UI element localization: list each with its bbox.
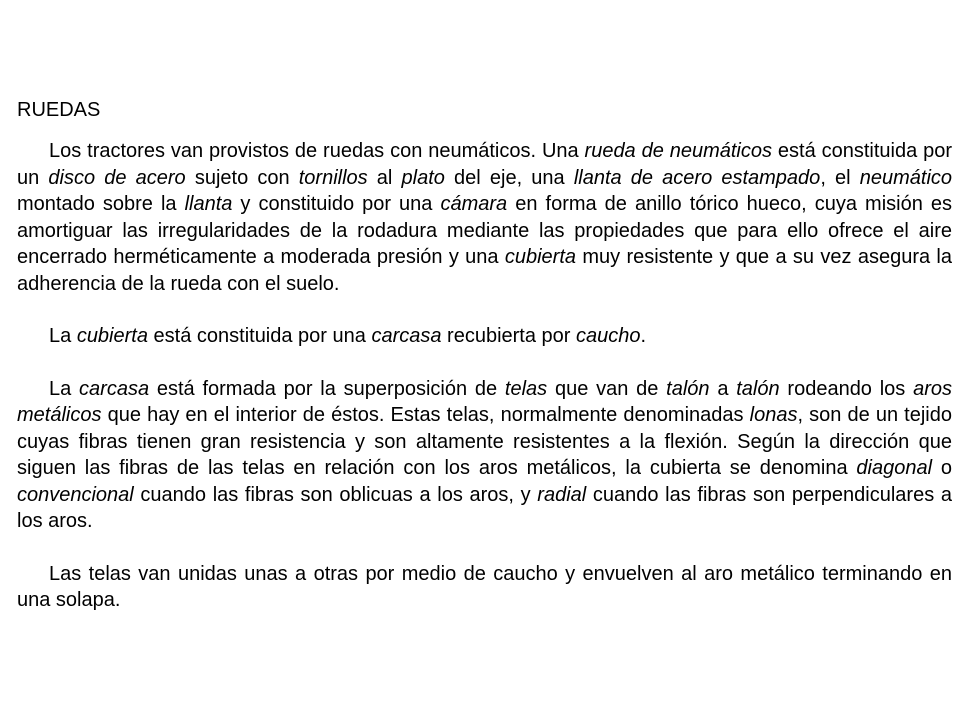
text-run: rodeando los (779, 377, 914, 400)
paragraph (17, 376, 952, 535)
text-run: está constituida por un (17, 140, 953, 189)
text-run: y constituido por una (232, 193, 441, 215)
italic-term: cubierta (504, 246, 577, 268)
italic-term: caucho (576, 325, 641, 347)
paragraph (17, 323, 952, 350)
document-title: RUEDAS (17, 99, 101, 121)
document-body (17, 138, 952, 614)
text-run: recubierta por (441, 325, 576, 347)
text-run: La (49, 325, 77, 347)
italic-term: llanta de acero estampado (573, 166, 821, 189)
italic-term: talón (736, 377, 780, 400)
italic-term: cubierta (76, 325, 148, 347)
italic-term: aros metálicos (17, 377, 952, 426)
italic-term: disco de acero (48, 166, 186, 189)
italic-term: convencional (17, 483, 134, 506)
italic-term: diagonal (856, 457, 933, 479)
text-run: que hay en el interior de éstos. Estas telas, normalmente denominadas (101, 404, 750, 426)
paragraph (17, 138, 952, 297)
italic-term: radial (537, 483, 587, 506)
text-run: La (49, 377, 80, 400)
text-run: que van de (547, 377, 667, 400)
text-run: , son de un tejido cuyas fibras tienen gran resistencia y son altamente resistentes a la flexión. Según la dirección que siguen las fibras de las telas en relación con los aros metálicos, la cubierta se denomina (17, 404, 952, 479)
document-page (17, 96, 952, 640)
text-run: montado sobre la (17, 193, 185, 215)
text-run: está constituida por una (147, 325, 372, 347)
italic-term: plato (401, 166, 445, 189)
italic-term: rueda de neumáticos (584, 140, 772, 162)
italic-term: lonas (749, 404, 798, 426)
text-run: o (932, 457, 952, 479)
text-run: a (709, 377, 737, 400)
italic-term: talón (666, 377, 710, 400)
text-run: Las telas van unidas unas a otras por medio de caucho y envuelven al aro metálico terminando en una solapa. (17, 562, 952, 611)
italic-term: neumático (859, 166, 953, 189)
italic-term: tornillos (298, 166, 368, 189)
text-run: en forma de anillo tórico hueco, cuya misión es amortiguar las irregularidades de la rodadura mediante las propiedades que para ello ofrece el aire encerrado herméticamente a moderada presión y una (17, 193, 952, 268)
italic-term: telas (504, 377, 548, 400)
italic-term: carcasa (371, 325, 442, 347)
italic-term: llanta (184, 193, 233, 215)
text-run: sujeto con (185, 166, 299, 189)
text-run: cuando las fibras son perpendiculares a los aros. (17, 483, 952, 532)
italic-term: cámara (440, 193, 508, 215)
text-run: está formada por la superposición de (149, 377, 505, 400)
text-run: cuando las fibras son oblicuas a los aros, y (133, 483, 538, 506)
text-run: muy resistente y que a su vez asegura la adherencia de la rueda con el suelo. (17, 246, 952, 295)
text-run: del eje, una (444, 166, 574, 189)
text-run: Los tractores van provistos de ruedas con neumáticos. Una (49, 140, 585, 162)
italic-term: carcasa (79, 377, 150, 400)
text-run: , el (820, 166, 860, 189)
paragraph (17, 561, 952, 614)
text-run: al (367, 166, 402, 189)
text-run: . (640, 325, 647, 347)
